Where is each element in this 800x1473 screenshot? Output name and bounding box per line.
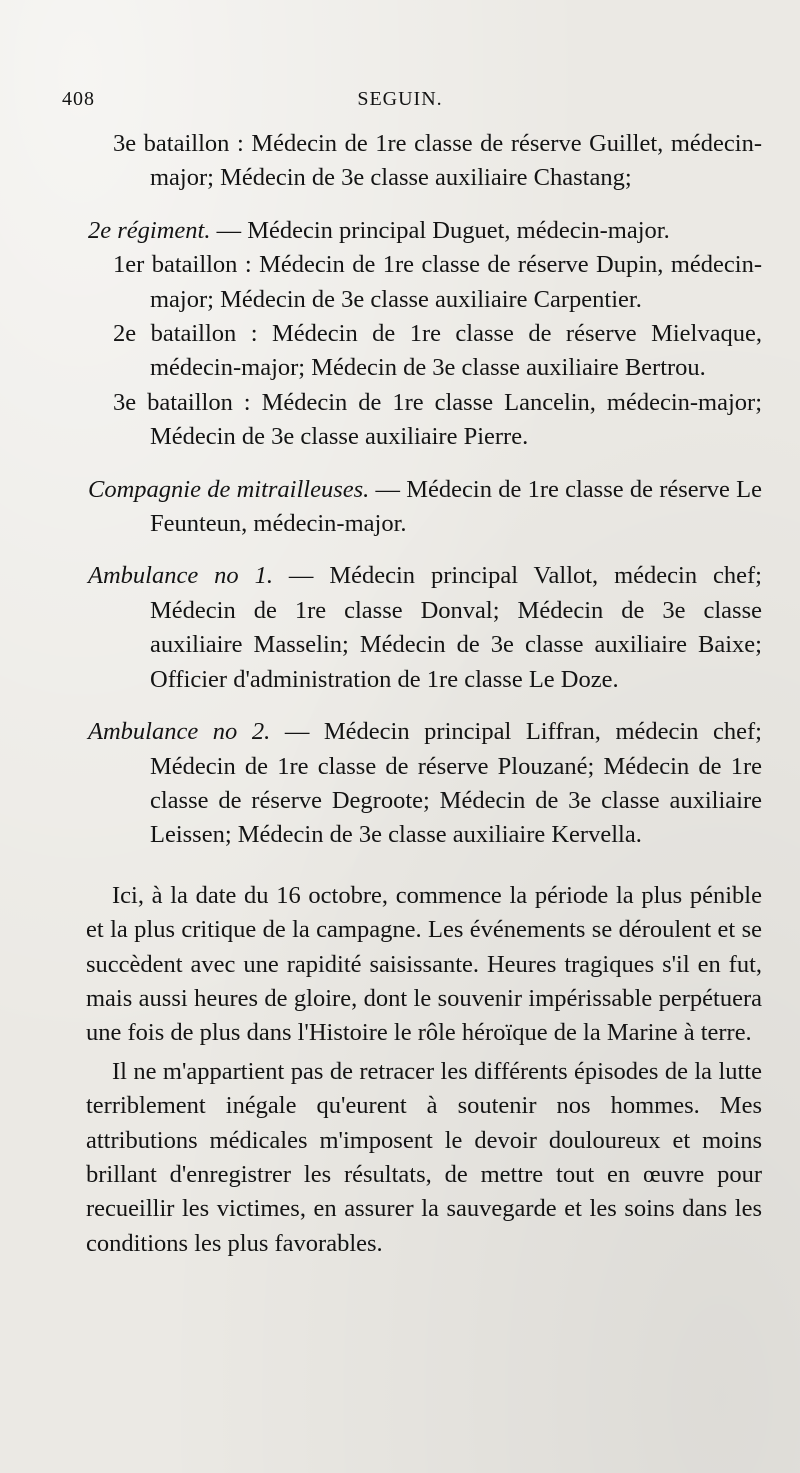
entry-label: Ambulance no 2. <box>88 718 271 746</box>
unit-entry-ambulance-1 <box>88 559 762 697</box>
running-head: SEGUIN. <box>357 88 443 110</box>
unit-entry-ambulance-2 <box>88 715 762 853</box>
page-content <box>88 127 762 1261</box>
entry-text: 2e bataillon : Médecin de 1re classe de réserve Mielvaque, médecin-major; Médecin de 3e classe auxiliaire Bertrou. <box>113 320 762 382</box>
entry-text: — Médecin principal Duguet, médecin-major. <box>210 216 670 244</box>
entry-text: — Médecin de 1re classe de réserve Le Feunteun, médecin-major. <box>150 475 763 538</box>
entry-label: 2e régiment. <box>88 216 211 244</box>
entry-text: 3e bataillon : Médecin de 1re classe Lancelin, médecin-major; Médecin de 3e classe auxiliaire Pierre. <box>113 388 762 451</box>
page-number: 408 <box>62 88 95 110</box>
unit-entry-2e-bataillon <box>88 317 762 386</box>
unit-entry-3e-bataillon <box>88 386 762 455</box>
unit-entry-3e-bataillon <box>88 127 762 196</box>
body-paragraph: Il ne m'appartient pas de retracer les différents épisodes de la lutte terriblement inégale qu'eurent à soutenir nos hommes. Mes attributions médicales m'imposent le devoir douloureux et moins brillant d'enregistrer les résultats, de mettre tout en œuvre pour recueillir les victimes, en assurer la sauvegarde et les soins dans les conditions les plus favorables. <box>86 1057 762 1257</box>
regiment-heading <box>88 214 762 248</box>
entry-text: — Médecin principal Vallot, médecin chef; Médecin de 1re classe Donval; Médecin de 3e classe auxiliaire Masselin; Médecin de 3e classe auxiliaire Baixe; Officier d'administration de 1re classe Le Doze. <box>150 562 762 693</box>
unit-entry-1er-bataillon <box>88 248 762 317</box>
entry-label: Compagnie de mitrailleuses. <box>88 475 370 503</box>
entry-label: Ambulance no 1. <box>88 562 273 590</box>
page-header <box>62 88 738 114</box>
unit-entry-compagnie-mitrailleuses <box>88 473 762 542</box>
entry-text: — Médecin principal Liffran, médecin chef; Médecin de 1re classe de réserve Plouzané; Médecin de 1re classe de réserve Degroote; Médecin de 3e classe auxiliaire Leissen; Médecin de 3e classe auxiliaire Kervella. <box>150 718 762 849</box>
entry-text: 3e bataillon : Médecin de 1re classe de réserve Guillet, médecin-major; Médecin de 3e classe auxiliaire Chastang; <box>113 130 762 192</box>
entry-text: 1er bataillon : Médecin de 1re classe de réserve Dupin, médecin-major; Médecin de 3e classe auxiliaire Carpentier. <box>113 251 762 313</box>
body-paragraph: Ici, à la date du 16 octobre, commence la période la plus pénible et la plus critique de la campagne. Les événements se déroulent et se succèdent avec une rapidité saisissante. Heures tragiques s'il en fut, mais aussi heures de gloire, dont le souvenir impérissable perpétuera une fois de plus dans l'Histoire le rôle héroïque de la Marine à terre. <box>86 881 762 1047</box>
